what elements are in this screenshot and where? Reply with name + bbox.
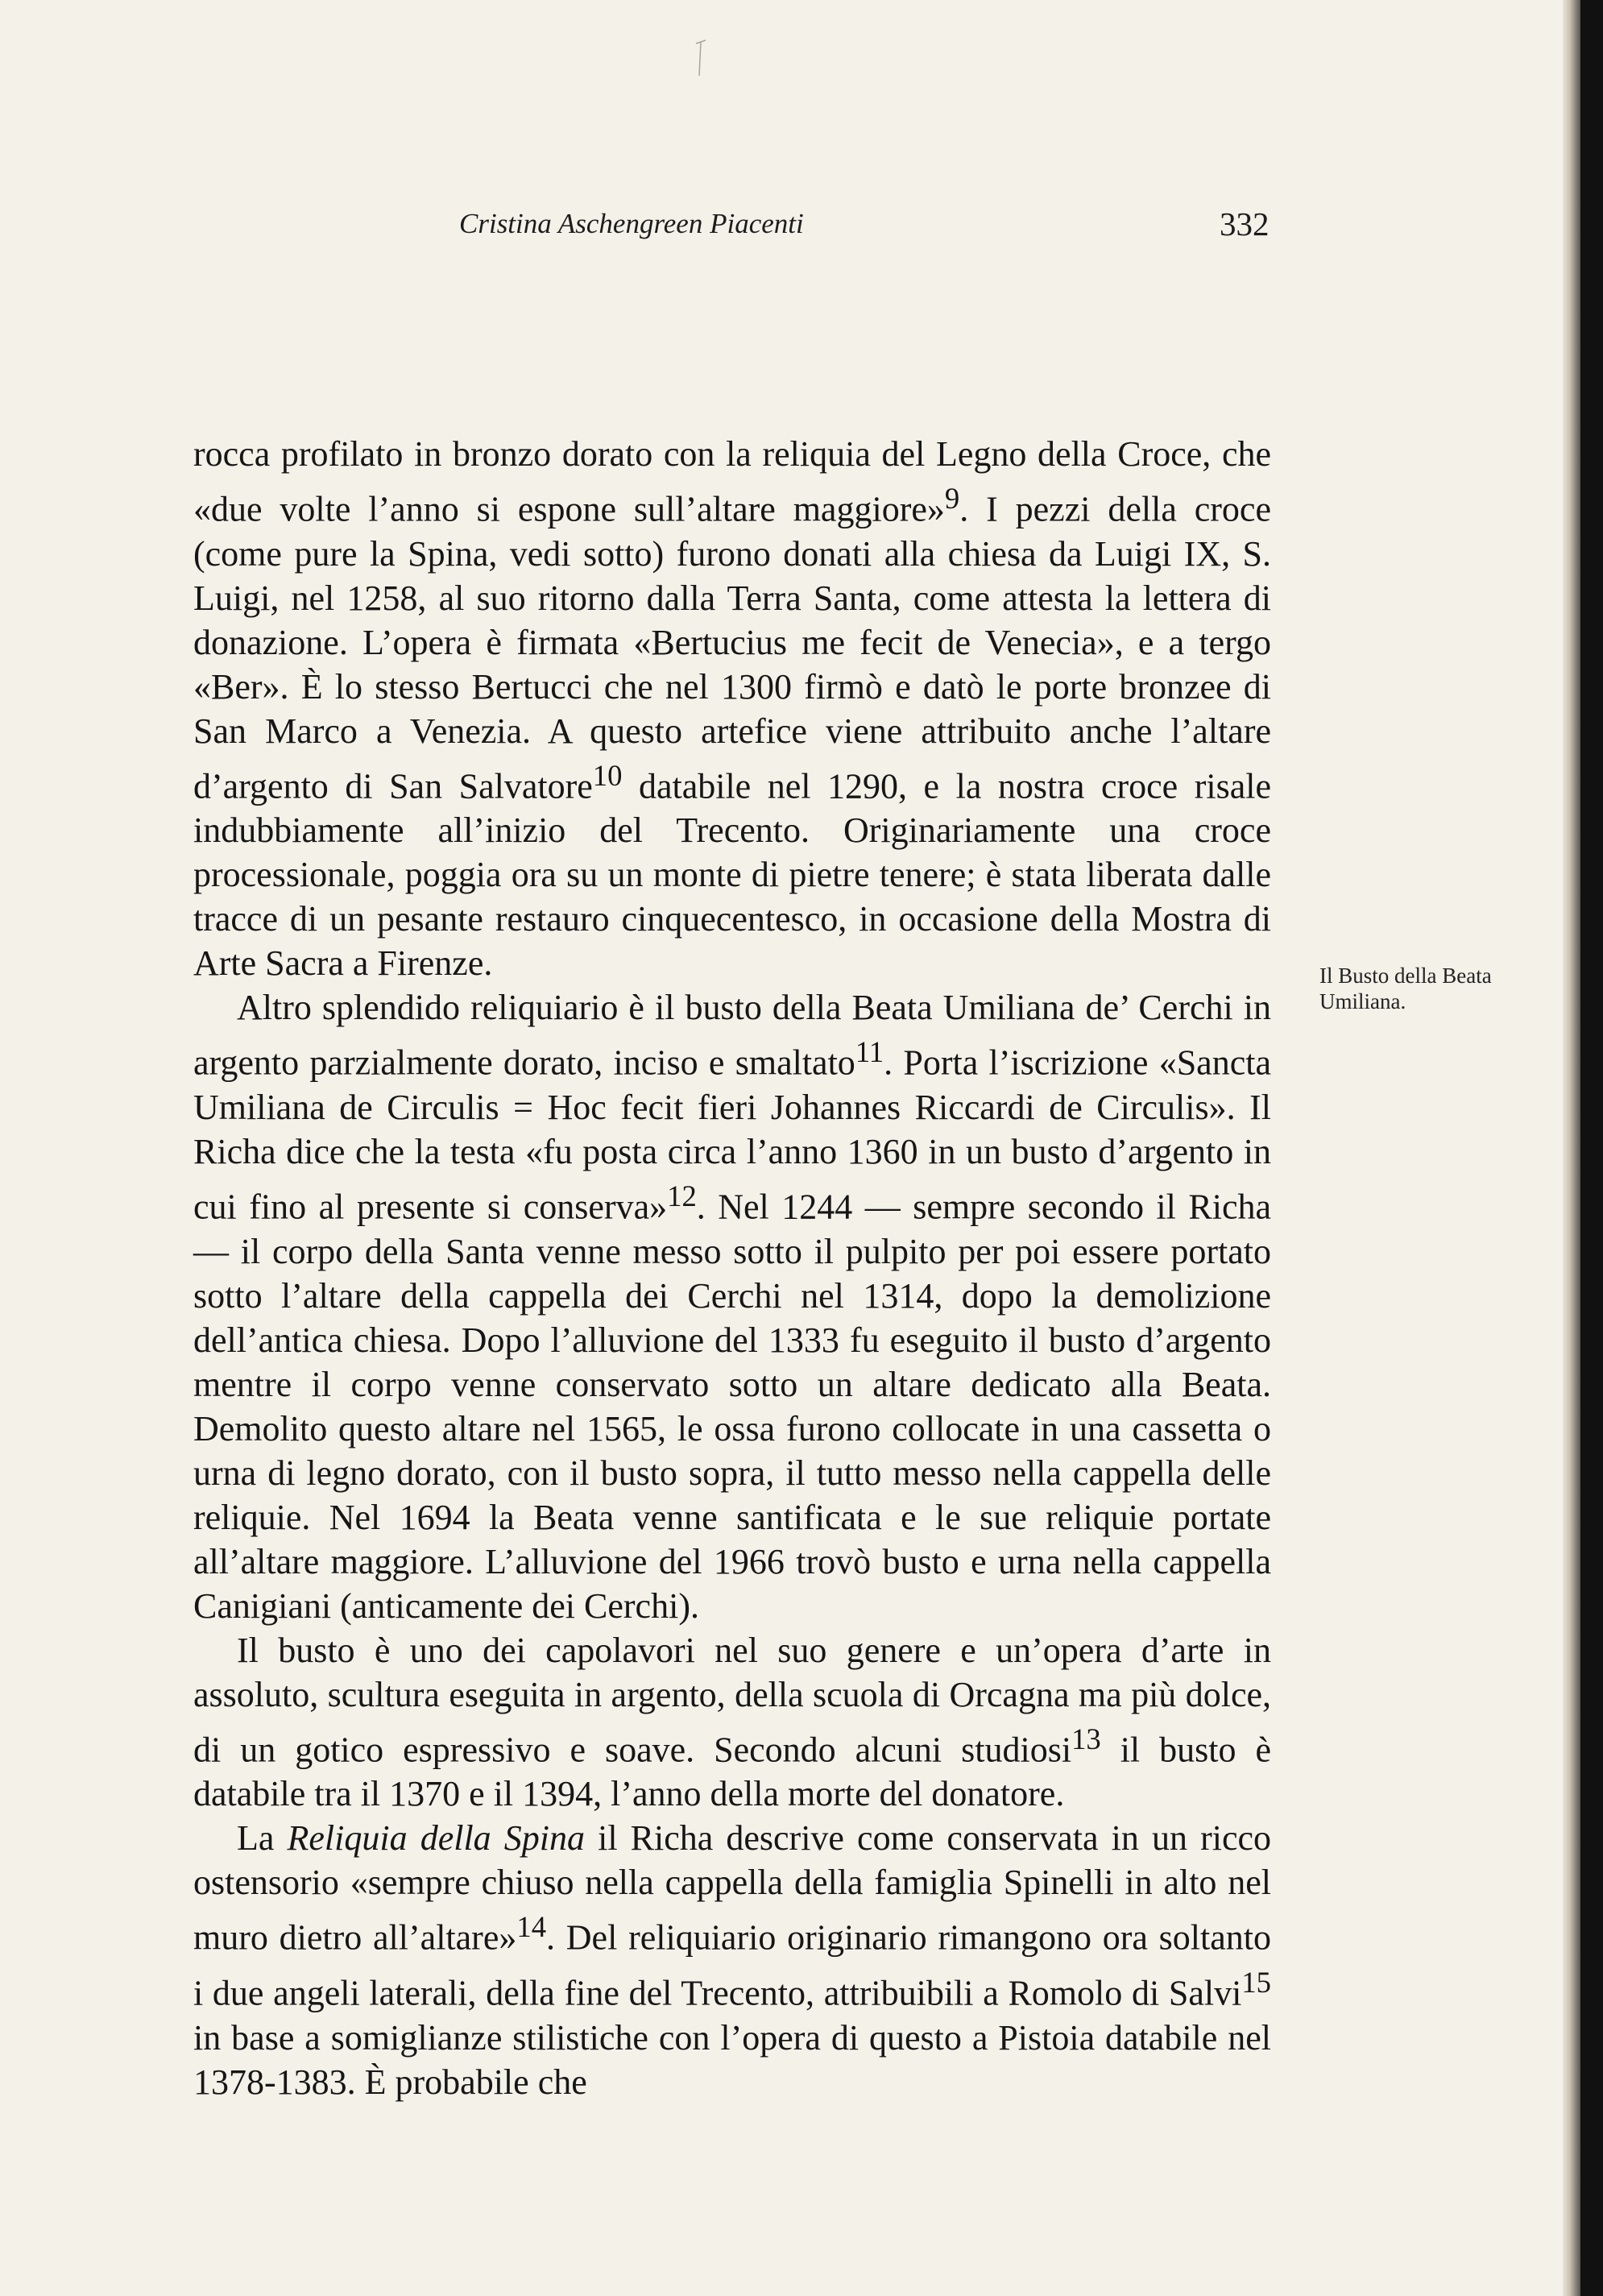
text-run: il busto è databile tra il 1370 e il 1394, l’anno della morte del donatore. (193, 1730, 1271, 1814)
footnote-ref-12: 12 (667, 1179, 697, 1212)
text-run: rocca profilato in bronzo dorato con la reliquia del Legno della Croce, che «due volte l’anno si espone sull’altare maggiore» (193, 434, 1271, 529)
text-run: . Nel 1244 — sempre secondo il Richa — il corpo della Santa venne messo sotto il pulpito per poi essere portato sotto l’altare della cappella dei Cerchi nel 1314, dopo la demolizione dell’antica chiesa. Dopo l’alluvione del 1333 fu eseguito il busto d’argento mentre il corpo venne conservato sotto un altare dedicato alla Beata. Demolito questo altare nel 1565, le ossa furono collocate in una cassetta o urna di legno dorato, con il busto sopra, il tutto messo nella cappella delle reliquie. Nel 1694 la Beata venne santificata e le sue reliquie portate all’altare maggiore. L’alluvione del 1966 trovò busto e urna nella cappella Canigiani (anticamente dei Cerchi). (193, 1187, 1271, 1626)
margin-note: Il Busto della Beata Umiliana. (1319, 964, 1492, 1013)
pencil-mark (694, 39, 707, 79)
text-run: Il busto è uno dei capolavori nel suo genere e un’opera d’arte in assoluto, scultura eseguita in argento, della scuola di Orcagna ma più dolce, di un gotico espressivo e soave. Secondo alcuni studiosi (193, 1630, 1271, 1770)
page-number: 332 (1220, 205, 1270, 242)
paragraph-3 (193, 1628, 1271, 1817)
footnote-ref-10: 10 (592, 758, 623, 792)
text-run: . I pezzi della croce (come pure la Spina, vedi sotto) furono donati alla chiesa da Luigi IX, S. Luigi, nel 1258, al suo ritorno dalla Terra Santa, come attesta la lettera di donazione. L’opera è firmata «Bertucius me fecit de Venecia», e a tergo «Ber». È lo stesso Bertucci che nel 1300 firmò e datò le porte bronzee di San Marco a Venezia. A questo artefice viene attribuito anche l’altare d’argento di San Salvatore (193, 489, 1271, 806)
footnote-ref-13: 13 (1071, 1722, 1101, 1755)
footnote-ref-15: 15 (1241, 1965, 1271, 1999)
text-run: . Porta l’iscrizione «Sancta Umiliana de Circulis = Hoc fecit fieri Johannes Riccardi de Circulis». Il Richa dice che la testa «fu posta circa l’anno 1360 in un busto d’argento in cui fino al presente si conserva» (193, 1042, 1271, 1227)
italic-title: Reliquia della Spina (287, 1818, 585, 1859)
text-run: Altro splendido reliquiario è il busto della Beata Umiliana de’ Cerchi in argento parzialmente dorato, inciso e smaltato (193, 988, 1271, 1083)
text-run: il Richa descrive come conservata in un ricco ostensorio «sempre chiuso nella cappella della famiglia Spinelli in alto nel muro dietro all’altare» (193, 1818, 1272, 1958)
paragraph-4 (193, 1816, 1271, 2103)
running-head: Cristina Aschengreen Piacenti (459, 208, 804, 239)
page-edge-shadow (1563, 0, 1580, 2296)
text-run: La (237, 1818, 288, 1859)
footnote-ref-11: 11 (855, 1035, 884, 1069)
text-run: . Del reliquiario originario rimangono ora soltanto i due angeli laterali, della fine del Trecento, attribuibili a Romolo di Salvi (193, 1917, 1272, 2013)
binding-edge (1580, 0, 1603, 2296)
footnote-ref-9: 9 (944, 482, 960, 515)
text-run: in base a somiglianze stilistiche con l’opera di questo a Pistoia databile nel 1378-1383. È probabile che (193, 2017, 1271, 2102)
paragraph-2 (193, 985, 1271, 1627)
text-run: databile nel 1290, e la nostra croce risale indubbiamente all’inizio del Trecento. Originariamente una croce processionale, poggia ora su un monte di pietre tenere; è stata liberata dalle tracce di un pesante restauro cinquecentesco, in occasione della Mostra di Arte Sacra a Firenze. (193, 766, 1271, 984)
footnote-ref-14: 14 (516, 1910, 547, 1944)
paragraph-1 (193, 432, 1271, 985)
body-text (193, 432, 1271, 2104)
